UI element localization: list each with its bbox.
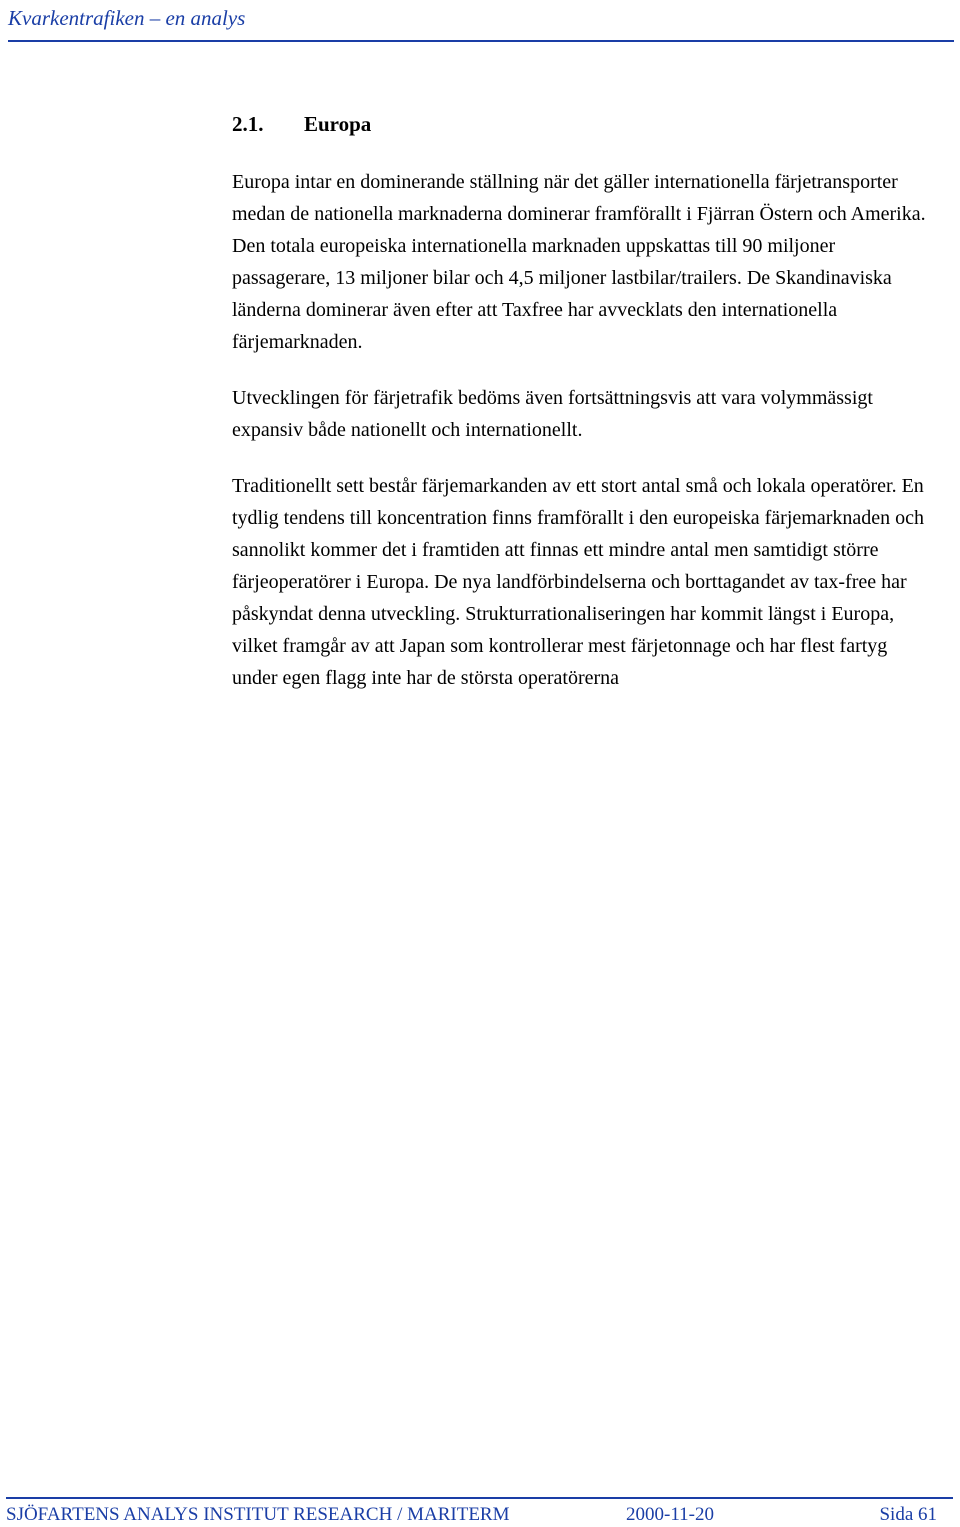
section-heading [232,108,932,140]
section-number: 2.1. [232,112,264,136]
footer-organization: SJÖFARTENS ANALYS INSTITUT RESEARCH / MARITERM [6,1504,510,1525]
document-title: Kvarkentrafiken – en analys [8,6,246,30]
section-title: Europa [304,112,372,136]
header-divider [8,40,954,42]
page-number: Sida 61 [879,1504,937,1525]
footer-date: 2000-11-20 [626,1504,714,1525]
main-content [232,108,932,694]
footer-divider [6,1497,953,1499]
page-header [8,4,954,32]
paragraph: Europa intar en dominerande ställning när det gäller internationella färjetransporter medan de nationella marknaderna dominerar framförallt i Fjärran Östern och Amerika. Den totala europeiska internationella marknaden uppskattas till 90 miljoner passagerare, 13 miljoner bilar och 4,5 miljoner lastbilar/trailers. De Skandinaviska länderna dominerar även efter att Taxfree har avvecklats den internationella färjemarknaden. [232,171,926,353]
paragraph: Utvecklingen för färjetrafik bedöms även fortsättningsvis att vara volymmässigt expansiv både nationellt och internationellt. [232,387,873,441]
paragraph: Traditionellt sett består färjemarkanden av ett stort antal små och lokala operatörer. En tydlig tendens till koncentration finns framförallt i den europeiska färjemarknaden och sannolikt kommer det i framtiden att finnas ett mindre antal men samtidigt större färjeoperatörer i Europa. De nya landförbindelserna och borttagandet av tax-free har påskyndat denna utveckling. Strukturrationaliseringen har kommit längst i Europa, vilket framgår av att Japan som kontrollerar mest färjetonnage och har flest fartyg under egen flagg inte har de största operatörerna [232,475,924,689]
